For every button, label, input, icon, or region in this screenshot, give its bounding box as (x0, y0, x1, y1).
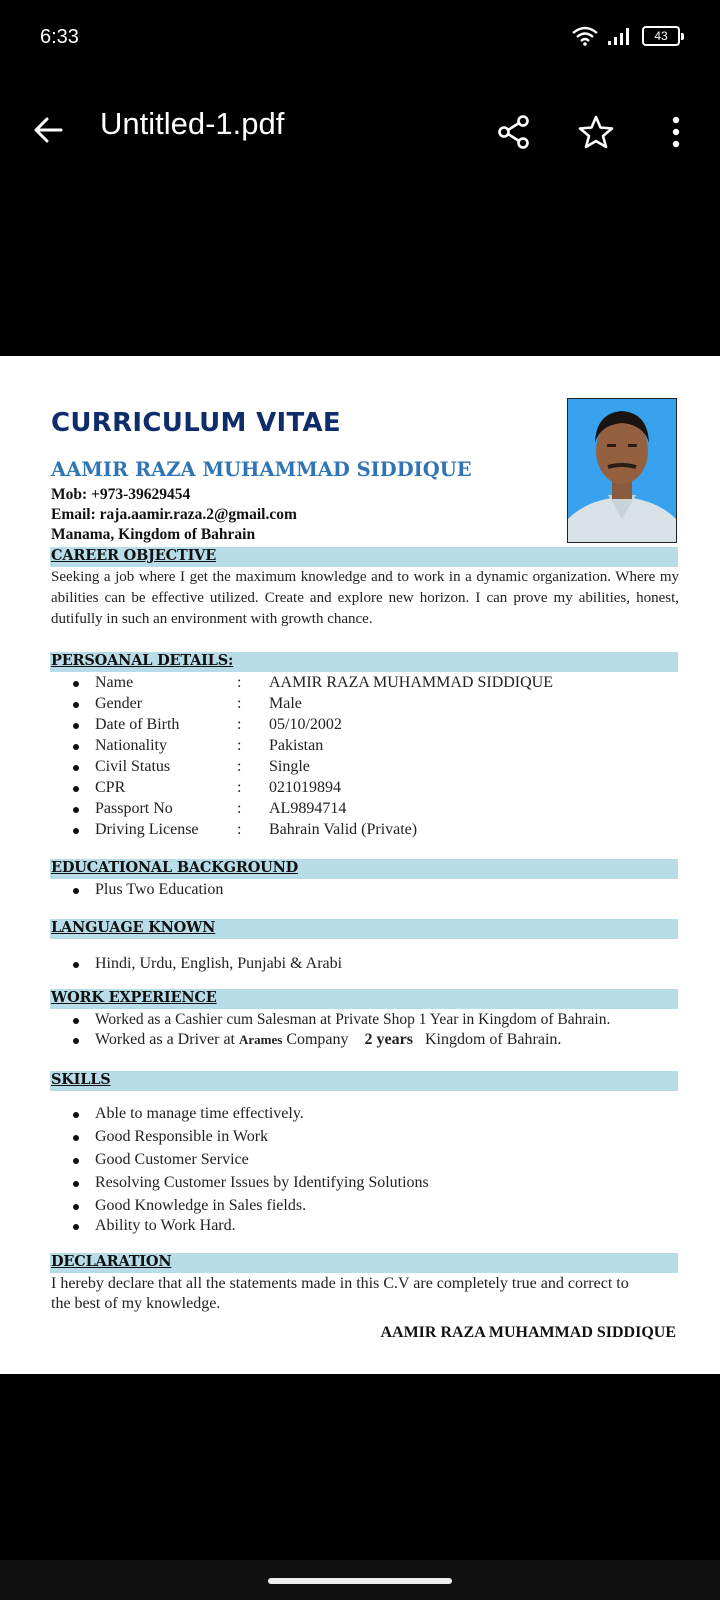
more-vertical-icon (671, 116, 681, 148)
signature-name: AAMIR RAZA MUHAMMAD SIDDIQUE (380, 1324, 676, 1341)
skills-header (50, 1071, 678, 1091)
career-objective-header (50, 547, 678, 567)
share-button[interactable] (492, 110, 536, 154)
pdf-page[interactable]: CURRICULUM VITAE AAMIR RAZA MUHAMMAD SIDDIQUE Mob: +973-39629454 Email: raja.aamir.raza.2@gmail.com Manama, Kingdom of Bahrain CAREER OBJECTIVE Seeking a job where I get the maximum knowledge and to work in a dynamic organization. Where my abilities can be effective utilized. Create and explore new horizon. I can prove my abilities, honest, dutifully in such an environment with growth chance. PERSOANAL DETAILS: Name : AAMIR RAZA MUHAMMAD SIDDIQUE Gender : Male Date of Birth : 05/10/2002 Nationality : Pakistan Civil Status : Single CPR : 021019894 Passport No : AL9894714 Driving License : Bahrain Valid (Private) EDUCATIONAL BACKGROUND Plus Two Education LANGUAGE KNOWN Hindi, Urdu, English, Punjabi & Arabi WORK EXPERIENCE Worked as a Cashier cum Salesman at Private Shop 1 Year in Kingdom of Bahrain. Worked as a Driver at Arames Company 2 years Kingdom of Bahrain. SKILLS Able to manage time effectively. Good Responsible in Work Good Customer Service Resolving Customer Issues by Identifying Solutions Good Knowledge in Sales fields. Ability to Work Hard. DECLARATION I hereby declare that all the statements made in this C.V are completely true and correct to the best of my knowledge. AAMIR RAZA MUHAMMAD SIDDIQUE (0, 356, 720, 1374)
home-gesture-handle[interactable] (268, 1578, 452, 1584)
cv-title: CURRICULUM VITAE (51, 408, 341, 438)
personal-details-header (50, 652, 678, 672)
star-icon (578, 115, 614, 149)
career-objective-title: CAREER OBJECTIVE (51, 547, 217, 564)
star-button[interactable] (574, 110, 618, 154)
declaration-header (50, 1253, 678, 1273)
declaration-text: I hereby declare that all the statements made in this C.V are completely true and correct to the best of my knowledge. (51, 1275, 629, 1312)
profile-photo (567, 398, 677, 543)
education-title: EDUCATIONAL BACKGROUND (51, 859, 299, 876)
mobile-number: Mob: +973-39629454 (51, 486, 191, 503)
education-header (50, 859, 678, 879)
language-header (50, 919, 678, 939)
app-bar (0, 92, 720, 168)
candidate-name: AAMIR RAZA MUHAMMAD SIDDIQUE (51, 458, 472, 481)
status-icons (572, 26, 684, 46)
back-button[interactable] (28, 110, 68, 150)
declaration-title: DECLARATION (51, 1253, 172, 1270)
work-experience-title: WORK EXPERIENCE (51, 989, 217, 1006)
work-experience-header (50, 989, 678, 1009)
status-bar (0, 0, 720, 80)
career-objective-text: Seeking a job where I get the maximum knowledge and to work in a dynamic organization. Where my abilities can be effective utilized. Create and explore new horizon. I can prove my abilities, honest, dutifully in such an environment with growth chance. (51, 569, 679, 627)
language-title: LANGUAGE KNOWN (51, 919, 216, 936)
wifi-icon (572, 26, 598, 46)
email-address: Email: raja.aamir.raza.2@gmail.com (51, 506, 297, 523)
battery-icon (642, 26, 684, 46)
person-photo-icon (568, 399, 676, 542)
signal-icon (608, 26, 632, 46)
more-options-button[interactable] (654, 110, 698, 154)
skills-title: SKILLS (51, 1071, 111, 1088)
location-address: Manama, Kingdom of Bahrain (51, 526, 256, 543)
document-title: Untitled-1.pdf (100, 106, 285, 141)
battery-level: 43 (642, 26, 680, 46)
share-icon (497, 114, 531, 150)
personal-details-title: PERSOANAL DETAILS: (51, 652, 234, 669)
status-time: 6:33 (40, 26, 79, 48)
arrow-left-icon (33, 117, 63, 143)
